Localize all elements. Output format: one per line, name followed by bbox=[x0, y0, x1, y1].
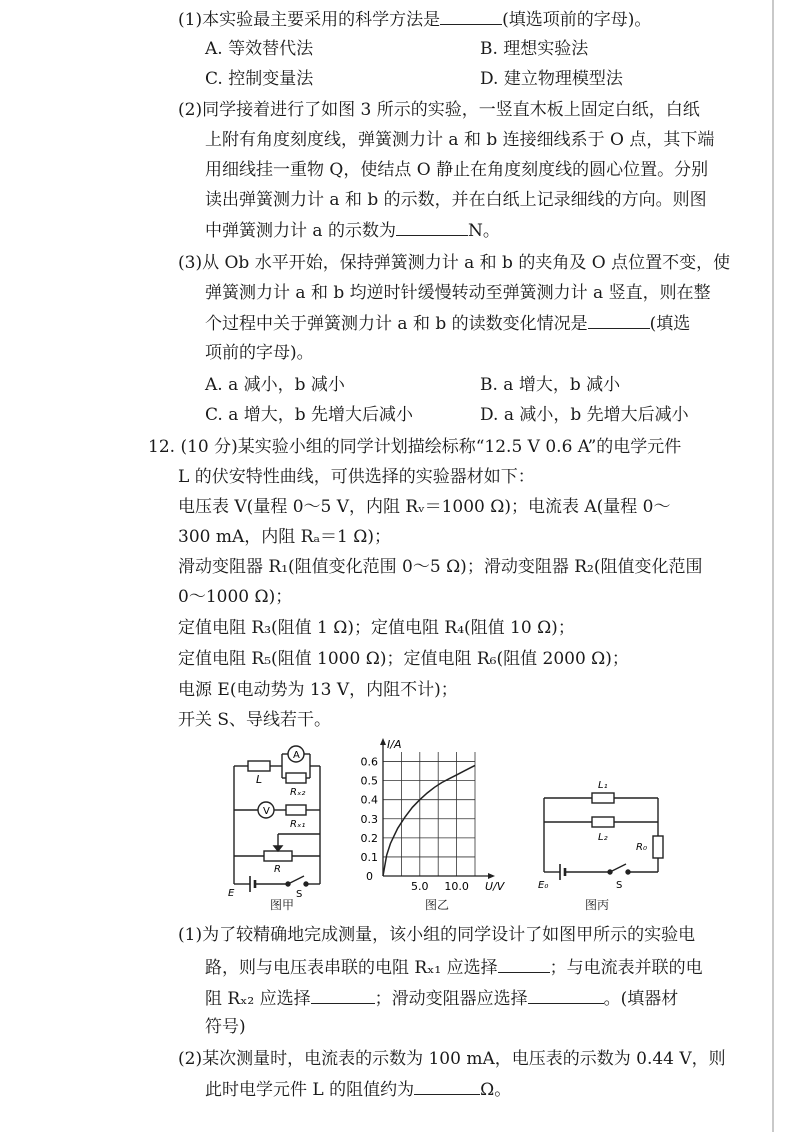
y-tick-label: 0.6 bbox=[360, 755, 378, 769]
y-tick-label: 0.2 bbox=[360, 831, 378, 845]
q11-p2-line: (2)同学接着进行了如图 3 所示的实验，一竖直木板上固定白纸，白纸 bbox=[178, 100, 700, 120]
rheostat-r bbox=[264, 851, 292, 861]
q11-p2-line-blank bbox=[205, 219, 500, 242]
q12-line: 滑动变阻器 R₁(阻值变化范围 0～5 Ω)；滑动变阻器 R₂(阻值变化范围 bbox=[178, 557, 703, 577]
switch-icon bbox=[610, 864, 626, 872]
q12-p1-line-blank bbox=[205, 987, 678, 1010]
q11-p2-line: 用细线挂一重物 Q，使结点 O 静止在角度刻度线的圆心位置。分别 bbox=[205, 160, 709, 180]
q11-p1-stem-tail: (填选项前的字母)。 bbox=[502, 10, 652, 30]
rx2-label: Rₓ₂ bbox=[290, 787, 306, 798]
chart-grid bbox=[383, 752, 475, 876]
q11-p3-line: (3)从 Ob 水平开始，保持弹簧测力计 a 和 b 的夹角及 O 点位置不变，使 bbox=[178, 253, 731, 273]
q11-p2-line-text: 中弹簧测力计 a 的示数为 bbox=[205, 221, 396, 241]
q12-line: 定值电阻 R₅(阻值 1000 Ω)；定值电阻 R₆(阻值 2000 Ω)； bbox=[178, 649, 629, 669]
switch-label: S bbox=[616, 880, 623, 891]
q11-p3-option-d: D. a 减小，b 先增大后减小 bbox=[480, 405, 689, 425]
switch-label: S bbox=[296, 889, 303, 898]
y-tick-label: 0.1 bbox=[360, 850, 378, 864]
r0-label: R₀ bbox=[636, 842, 647, 853]
q11-p3-option-a: A. a 减小，b 减小 bbox=[205, 375, 345, 395]
q12-p2-line-tail: Ω。 bbox=[480, 1080, 512, 1100]
answer-blank[interactable] bbox=[396, 219, 468, 236]
q12-p2-line: (2)某次测量时，电流表的示数为 100 mA，电压表的示数为 0.44 V，则 bbox=[178, 1049, 726, 1069]
rx1-label: Rₓ₁ bbox=[290, 819, 306, 830]
q12-p1-line-mid: ；滑动变阻器应选择 bbox=[374, 989, 528, 1009]
chart-axes bbox=[380, 738, 495, 879]
q12-p1-line: 符号) bbox=[205, 1017, 246, 1037]
y-axis-arrow bbox=[380, 738, 386, 745]
answer-blank[interactable] bbox=[588, 312, 650, 329]
battery-label: E bbox=[228, 888, 235, 898]
q11-p2-line: 上附有角度刻度线，弹簧测力计 a 和 b 连接细线系于 O 点，其下端 bbox=[205, 130, 715, 150]
q11-p2-line: 读出弹簧测力计 a 和 b 的示数，并在白纸上记录细线的方向。则图 bbox=[205, 190, 707, 210]
circuit-diagram-bing bbox=[530, 776, 670, 894]
y-tick-label: 0.3 bbox=[360, 812, 378, 826]
chart-series-line bbox=[383, 765, 475, 876]
q12-p1-line-tail: ；与电流表并联的电 bbox=[549, 958, 703, 978]
q12-line: 电源 E(电动势为 13 V，内阻不计)； bbox=[178, 680, 458, 700]
circuit-diagram-jia bbox=[220, 738, 340, 898]
figure-caption-bing: 图丙 bbox=[585, 898, 610, 912]
resistor-rx2 bbox=[286, 773, 306, 783]
q11-p3-option-c: C. a 增大，b 先增大后减小 bbox=[205, 405, 414, 425]
figure-caption-jia: 图甲 bbox=[270, 898, 295, 912]
lamp-l1 bbox=[592, 793, 614, 803]
lamp-l2 bbox=[592, 817, 614, 827]
l2-label: L₂ bbox=[598, 832, 608, 843]
q11-p1-stem-text: (1)本实验最主要采用的科学方法是 bbox=[178, 10, 441, 30]
x-tick-label: 10.0 bbox=[444, 880, 469, 893]
q11-p3-line: 弹簧测力计 a 和 b 均逆时针缓慢转动至弹簧测力计 a 竖直，则在整 bbox=[205, 283, 711, 303]
q11-p3-line: 项前的字母)。 bbox=[205, 343, 314, 363]
q12-p2-line-blank bbox=[205, 1078, 511, 1101]
q11-p3-option-b: B. a 增大，b 减小 bbox=[480, 375, 621, 395]
switch-icon bbox=[288, 876, 304, 884]
resistor-rx1 bbox=[286, 805, 306, 815]
answer-blank[interactable] bbox=[528, 987, 604, 1004]
q12-line: 12. (10 分)某实验小组的同学计划描绘标称“12.5 V 0.6 A”的电学元件 bbox=[148, 437, 682, 457]
q12-p1-line-text: 路，则与电压表串联的电阻 Rₓ₁ 应选择 bbox=[205, 958, 498, 978]
answer-blank[interactable] bbox=[440, 8, 502, 25]
lamp-label: L bbox=[256, 773, 263, 786]
l1-label: L₁ bbox=[598, 780, 608, 791]
iu-chart bbox=[345, 736, 520, 896]
figure-caption-yi: 图乙 bbox=[425, 898, 450, 912]
q11-p3-line-text: 个过程中关于弹簧测力计 a 和 b 的读数变化情况是 bbox=[205, 314, 588, 334]
ammeter-label: A bbox=[293, 750, 300, 761]
q11-p1-option-b: B. 理想实验法 bbox=[480, 39, 589, 59]
q12-p1-line-blank bbox=[205, 956, 703, 979]
answer-blank[interactable] bbox=[414, 1078, 480, 1095]
y-axis-label: I/A bbox=[387, 738, 402, 751]
q12-p1-line-tail: 。(填器材 bbox=[603, 989, 679, 1009]
x-tick-label: 5.0 bbox=[411, 880, 429, 893]
q12-p1-line-text: 阻 Rₓ₂ 应选择 bbox=[205, 989, 311, 1009]
e0-label: E₀ bbox=[538, 880, 549, 891]
resistor-r0 bbox=[653, 836, 663, 858]
q12-line: 定值电阻 R₃(阻值 1 Ω)；定值电阻 R₄(阻值 10 Ω)； bbox=[178, 618, 575, 638]
answer-blank[interactable] bbox=[311, 987, 375, 1004]
q11-p1-stem bbox=[178, 8, 651, 31]
q11-p1-option-c: C. 控制变量法 bbox=[205, 69, 314, 89]
q12-p1-line: (1)为了较精确地完成测量，该小组的同学设计了如图甲所示的实验电 bbox=[178, 925, 696, 945]
q11-p3-line-tail: (填选 bbox=[649, 314, 691, 334]
voltmeter-label: V bbox=[263, 806, 270, 817]
y-tick-label: 0.4 bbox=[360, 793, 378, 807]
y-tick-label: 0.5 bbox=[360, 774, 378, 788]
page-edge bbox=[772, 0, 774, 1132]
q12-line: 0～1000 Ω)； bbox=[178, 587, 293, 607]
x-axis-arrow bbox=[488, 873, 495, 879]
origin-label: 0 bbox=[366, 870, 373, 883]
q12-line: 开关 S、导线若干。 bbox=[178, 710, 332, 730]
q12-line: L 的伏安特性曲线，可供选择的实验器材如下： bbox=[178, 467, 535, 487]
x-axis-label: U/V bbox=[485, 880, 505, 893]
q11-p2-line-tail: N。 bbox=[467, 221, 500, 241]
rheostat-label: R bbox=[274, 864, 281, 875]
q11-p1-option-a: A. 等效替代法 bbox=[205, 39, 314, 59]
lamp-l-resistor bbox=[248, 761, 270, 771]
q12-line: 300 mA，内阻 Rₐ＝1 Ω)； bbox=[178, 527, 391, 547]
q11-p3-line-blank bbox=[205, 312, 690, 335]
q12-line: 电压表 V(量程 0～5 V，内阻 Rᵥ＝1000 Ω)；电流表 A(量程 0～ bbox=[178, 497, 671, 517]
answer-blank[interactable] bbox=[498, 956, 550, 973]
q11-p1-option-d: D. 建立物理模型法 bbox=[480, 69, 623, 89]
q12-p2-line-text: 此时电学元件 L 的阻值约为 bbox=[205, 1080, 415, 1100]
